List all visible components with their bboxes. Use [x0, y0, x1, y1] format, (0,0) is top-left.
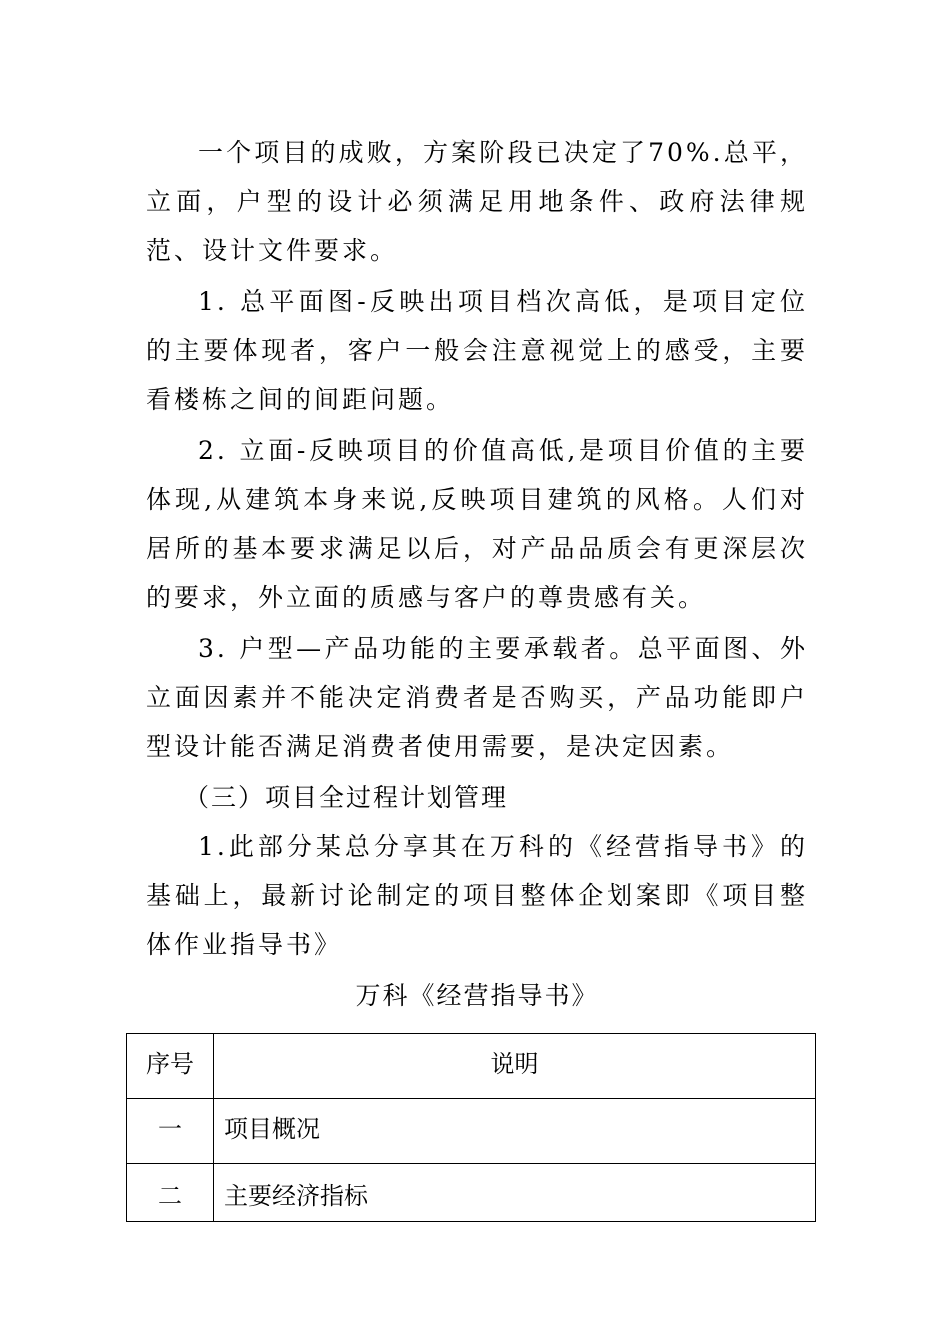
row-description: 主要经济指标	[214, 1164, 816, 1222]
paragraph-elevation: 2. 立面-反映项目的价值高低,是项目价值的主要体现,从建筑本身来说,反映项目建筑的风格。人们对居所的基本要求满足以后，对产品品质会有更深层次的要求，外立面的质感与客户的尊贵感有关。	[146, 436, 808, 612]
section-heading: （三）项目全过程计划管理	[184, 783, 509, 812]
table-caption: 万科《经营指导书》	[355, 981, 599, 1010]
table-row	[127, 1164, 816, 1222]
guidebook-table	[126, 1033, 816, 1222]
table-row	[127, 1099, 816, 1164]
paragraph-unit-type: 3. 户型—产品功能的主要承载者。总平面图、外立面因素并不能决定消费者是否购买，产品功能即户型设计能否满足消费者使用需要，是决定因素。	[146, 634, 808, 761]
row-number: 二	[127, 1164, 214, 1222]
header-number: 序号	[127, 1034, 214, 1099]
paragraph-section-intro: 1.此部分某总分享其在万科的《经营指导书》的基础上，最新讨论制定的项目整体企划案即《项目整体作业指导书》	[146, 832, 808, 959]
table-header-row	[127, 1034, 816, 1099]
row-description: 项目概况	[214, 1099, 816, 1164]
row-number: 一	[127, 1099, 214, 1164]
document-body	[146, 128, 808, 1020]
paragraph-site-plan: 1. 总平面图-反映出项目档次高低，是项目定位的主要体现者，客户一般会注意视觉上的感受，主要看楼栋之间的间距问题。	[146, 287, 808, 414]
paragraph-intro: 一个项目的成败，方案阶段已决定了70%.总平，立面，户型的设计必须满足用地条件、政府法律规范、设计文件要求。	[146, 138, 808, 265]
header-description: 说明	[214, 1034, 816, 1099]
